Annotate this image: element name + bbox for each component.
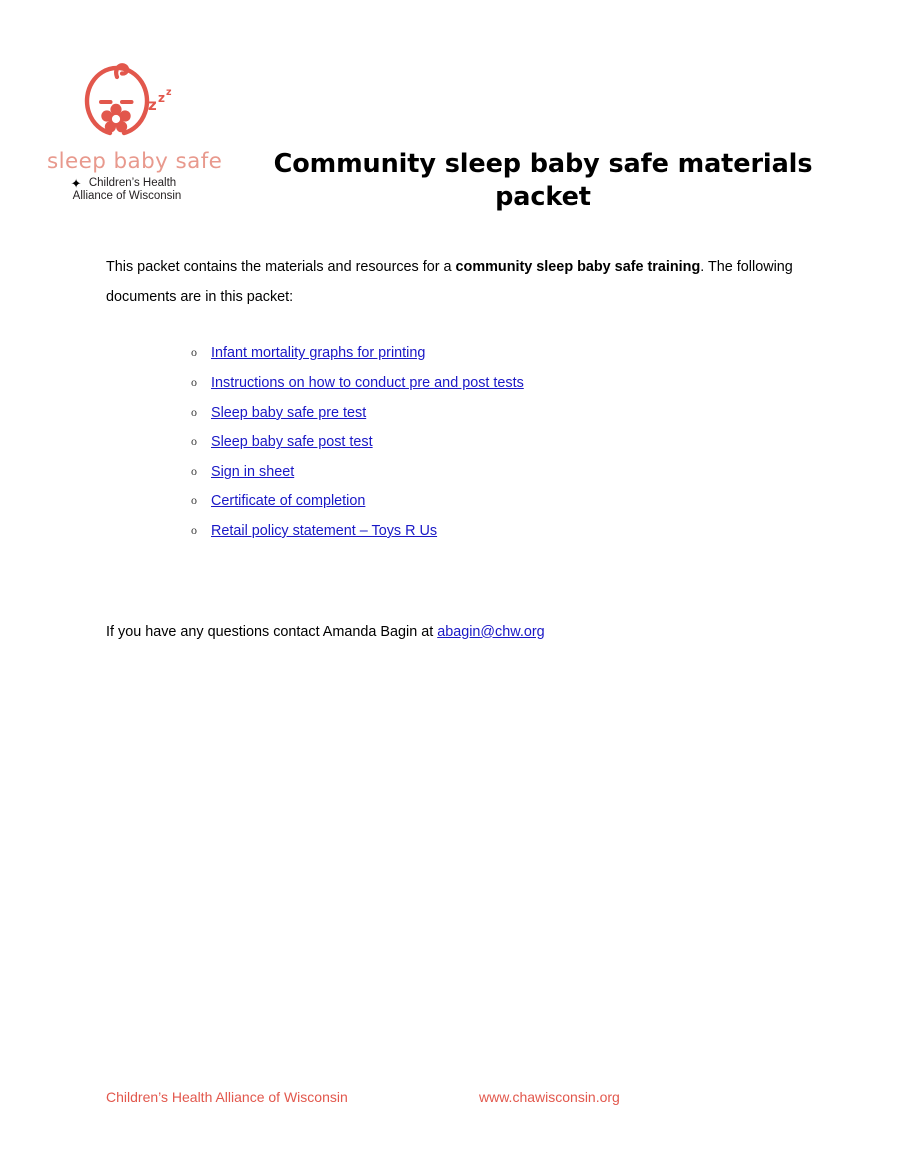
svg-text:z: z — [166, 87, 172, 98]
list-item — [106, 427, 806, 457]
logo-organization — [70, 175, 182, 204]
svg-text:z: z — [148, 96, 157, 114]
intro-bold-phrase: community sleep baby safe training — [455, 259, 701, 276]
link-infant-mortality-graphs[interactable]: Infant mortality graphs for printing — [211, 345, 426, 362]
list-item — [106, 457, 806, 487]
document-footer — [0, 1089, 900, 1119]
footer-website[interactable]: www.chawisconsin.org — [479, 1089, 620, 1105]
sleeping-baby-icon — [72, 55, 182, 150]
intro-text-part-1: This packet contains the materials and resources for a — [106, 259, 456, 276]
logo-wordmark: sleep baby safe — [47, 149, 223, 174]
list-item — [106, 486, 806, 516]
list-item — [106, 368, 806, 398]
link-certificate-of-completion[interactable]: Certificate of completion — [211, 493, 366, 510]
bullet-marker: o — [191, 493, 197, 508]
bullet-marker: o — [191, 404, 197, 419]
document-link-list — [106, 338, 806, 545]
intro-text-part-2: . The following documents are in this packet: — [106, 259, 793, 306]
svg-text:z: z — [158, 91, 165, 105]
list-item — [106, 338, 806, 368]
document-body — [106, 238, 806, 660]
sleep-baby-safe-logo — [47, 55, 223, 204]
contact-email-link[interactable]: abagin@chw.org — [437, 623, 545, 640]
document-header — [0, 0, 900, 225]
footer-organization: Children’s Health Alliance of Wisconsin — [106, 1089, 348, 1105]
link-retail-policy-statement[interactable]: Retail policy statement – Toys R Us — [211, 522, 438, 539]
bullet-marker: o — [191, 463, 197, 478]
list-item — [106, 516, 806, 546]
contact-text: If you have any questions contact Amanda Bagin at — [106, 623, 438, 640]
logo-org-line-1: Children’s Health — [88, 176, 177, 189]
logo-org-line-2: Alliance of Wisconsin — [72, 190, 182, 203]
bullet-marker: o — [191, 374, 197, 389]
link-sign-in-sheet[interactable]: Sign in sheet — [211, 463, 295, 480]
list-item — [106, 398, 806, 428]
link-pre-test[interactable]: Sleep baby safe pre test — [211, 404, 367, 421]
link-pre-post-test-instructions[interactable]: Instructions on how to conduct pre and post tests — [211, 374, 524, 391]
star-icon: ✦ — [70, 175, 82, 191]
bullet-marker: o — [191, 434, 197, 449]
intro-paragraph — [106, 252, 806, 312]
bullet-marker: o — [191, 345, 197, 360]
page-title: Community sleep baby safe materials packet — [273, 149, 813, 213]
link-post-test[interactable]: Sleep baby safe post test — [211, 434, 373, 451]
contact-paragraph — [106, 618, 806, 646]
bullet-marker: o — [191, 522, 197, 537]
